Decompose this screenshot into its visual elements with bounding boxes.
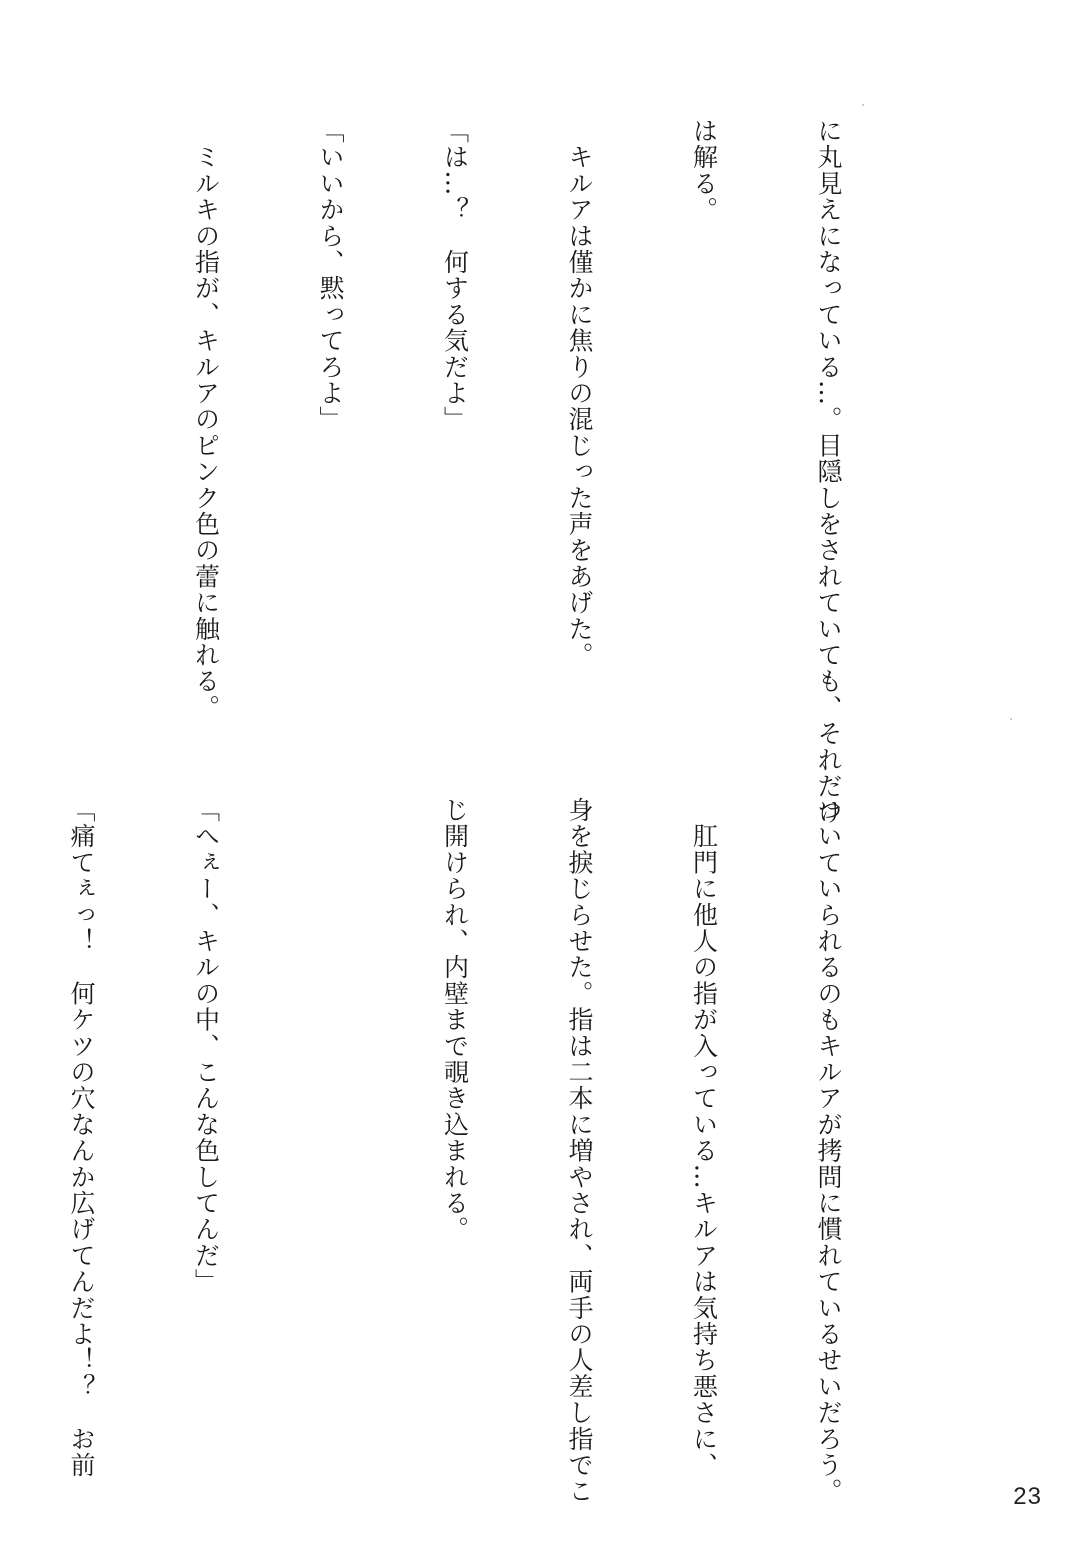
text-line: 「痛てぇっ！ 何ケツの穴なんか広げてんだよ！？ お前 <box>67 797 96 1479</box>
text-line: 「いいから、黙ってろよ」 <box>316 118 345 433</box>
page-number: 23 <box>1013 1483 1042 1510</box>
text-line: ついていられるのもキルアが拷問に慣れているせいだろう。 <box>814 797 843 1505</box>
text-line <box>61 118 103 768</box>
text-line: 身を捩じらせた。指は二本に増やされ、両手の人差し指でこ <box>565 797 594 1505</box>
text-line: に丸見えになっている…。目隠しをされていても、それだけ <box>814 118 843 826</box>
text-line: ミルキの指が、キルアのピンク色の蕾に触れる。 <box>191 118 221 721</box>
scan-speck <box>862 104 864 106</box>
text-line: 「へぇー、キルの中、こんな色してんだ」 <box>191 797 221 1295</box>
text-line: 「は…？ 何する気だよ」 <box>440 118 470 433</box>
text-line: 肛門に他人の指が入っている…キルアは気持ち悪さに、 <box>689 797 719 1479</box>
text-line <box>310 797 352 1397</box>
text-block-lower <box>0 797 932 1505</box>
text-block-upper <box>0 118 932 826</box>
text-line: キルアは僅かに焦りの混じった声をあげた。 <box>565 118 594 669</box>
text-line: は解る。 <box>689 118 719 223</box>
text-line: じ開けられ、内壁まで覗き込まれる。 <box>440 797 470 1243</box>
scan-speck <box>1010 718 1012 720</box>
